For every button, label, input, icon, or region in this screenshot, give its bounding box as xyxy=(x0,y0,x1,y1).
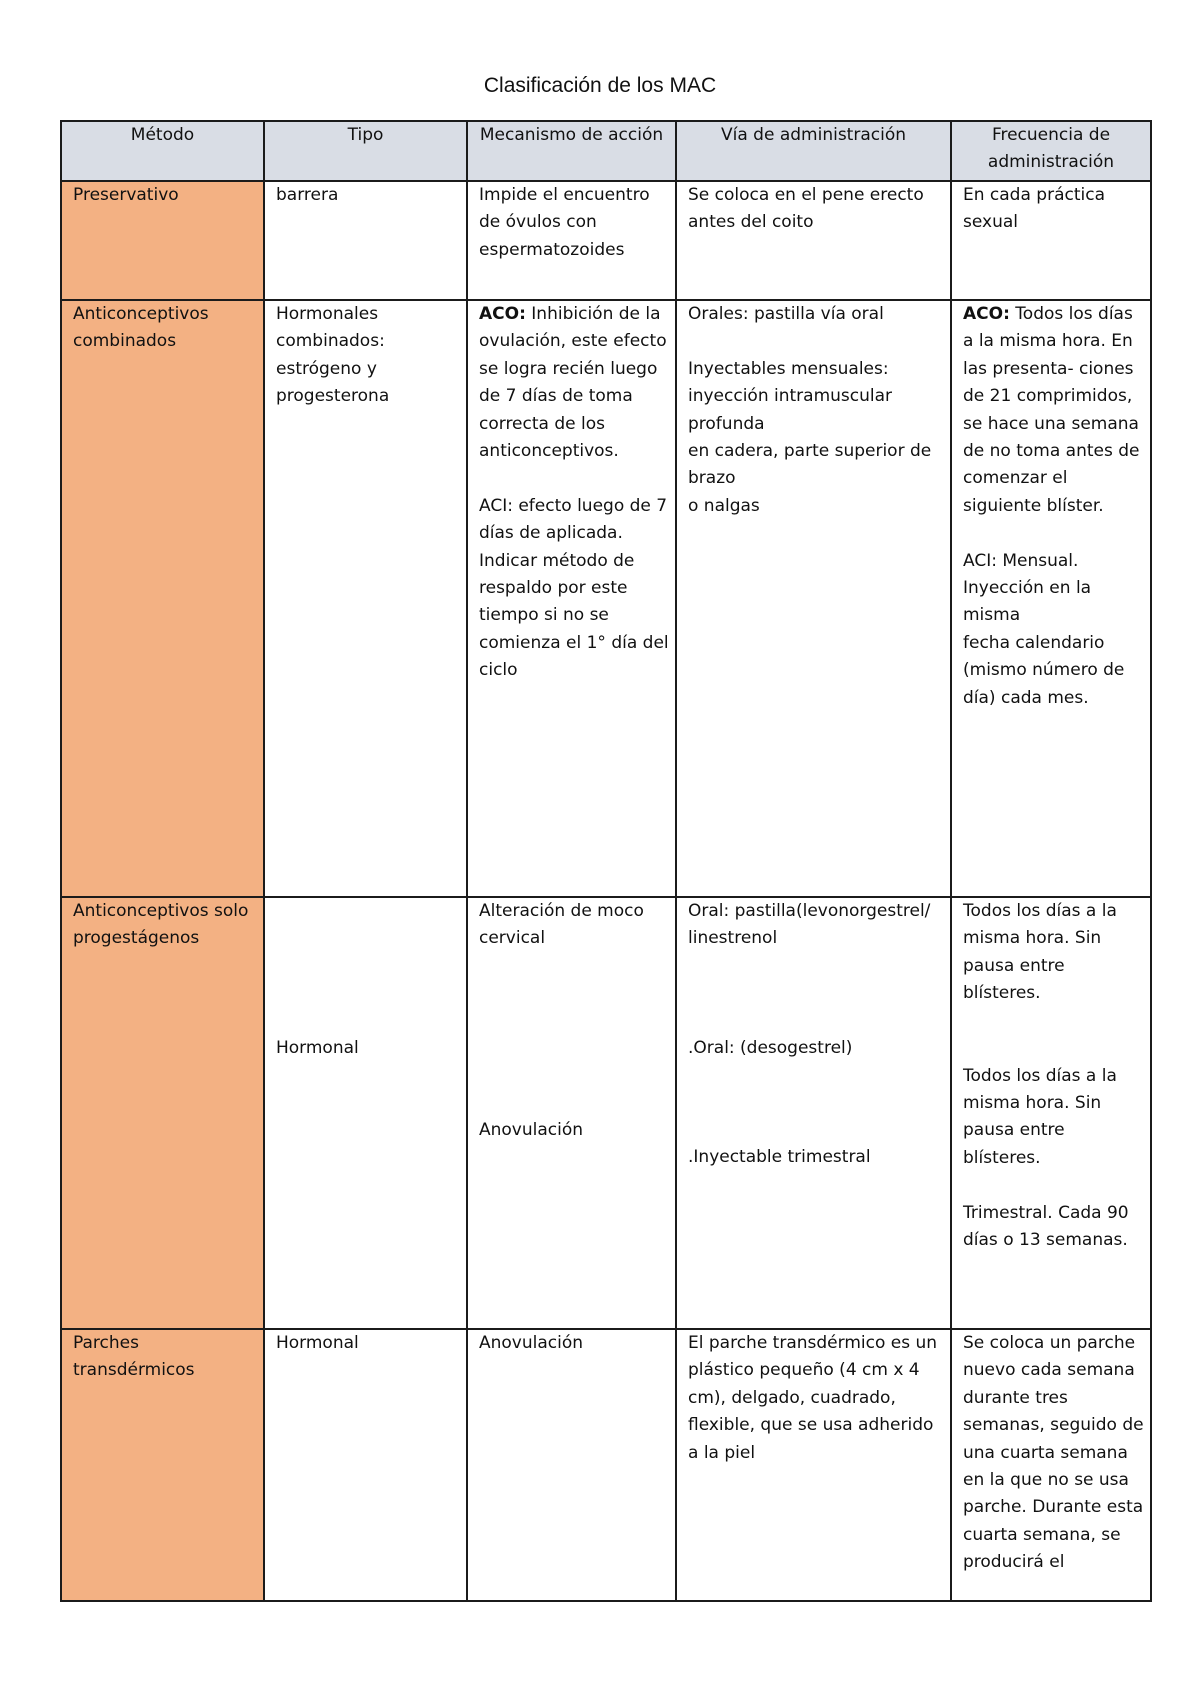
tipo-cell: Hormonales combinados: estrógeno y progesterona xyxy=(264,300,467,897)
table-row xyxy=(61,300,1151,897)
via-cell: Se coloca en el pene erecto antes del coito xyxy=(676,181,951,300)
table-row xyxy=(61,181,1151,300)
frecuencia-cell: Se coloca un parche nuevo cada semana durante tres semanas, seguido de una cuarta semana en la que no se usa parche. Durante esta cuarta semana, se producirá el xyxy=(951,1329,1151,1601)
header-via: Vía de administración xyxy=(676,121,951,181)
via-cell xyxy=(676,897,951,1329)
mecanismo-cell xyxy=(467,897,676,1329)
via-inyectable: .Inyectable trimestral xyxy=(688,1147,871,1168)
via-oral-1: Oral: pastilla(levonorgestrel/ linestrenol xyxy=(688,901,931,949)
header-row xyxy=(61,121,1151,181)
page-title: Clasificación de los MAC xyxy=(483,74,717,97)
table-row xyxy=(61,897,1151,1329)
tipo-hormonal: Hormonal xyxy=(276,1038,359,1058)
via-inyectables-2: en cadera, parte superior de brazo xyxy=(688,441,932,489)
via-oral-2: .Oral: (desogestrel) xyxy=(688,1037,853,1058)
mecanismo-cell: Anovulación xyxy=(467,1329,676,1601)
freq-3: Trimestral. Cada 90 días o 13 semanas. xyxy=(963,1202,1129,1251)
mecanismo-aco xyxy=(479,301,669,356)
via-inyectables-1: Inyectables mensuales: inyección intramuscular profunda xyxy=(688,358,893,434)
freq-aco xyxy=(963,301,1144,520)
header-mecanismo: Mecanismo de acción xyxy=(467,121,676,181)
aco-label: ACO: xyxy=(479,304,526,324)
tipo-cell xyxy=(264,897,467,1329)
frecuencia-cell: En cada práctica sexual xyxy=(951,181,1151,300)
aco-text: Inhibición de la ovulación, este efecto xyxy=(479,304,667,352)
freq-aci-1: ACI: Mensual. Inyección en la misma xyxy=(963,550,1092,626)
metodo-cell: Preservativo xyxy=(61,181,264,300)
header-tipo: Tipo xyxy=(264,121,467,181)
header-metodo: Método xyxy=(61,121,264,181)
header-frecuencia: Frecuencia de administración xyxy=(951,121,1151,181)
mac-table xyxy=(60,120,1152,1602)
table-row xyxy=(61,1329,1151,1601)
metodo-cell: Anticonceptivos combinados xyxy=(61,300,264,897)
mecanismo-aco-2: se logra recién luego de 7 días de toma correcta de los anticonceptivos. xyxy=(479,358,658,462)
via-inyectables-3: o nalgas xyxy=(688,495,760,516)
frecuencia-cell xyxy=(951,897,1151,1329)
mecanismo-moco: Alteración de moco cervical xyxy=(479,901,644,949)
via-cell xyxy=(676,300,951,897)
metodo-cell: Anticonceptivos solo progestágenos xyxy=(61,897,264,1329)
freq-aco-label: ACO: xyxy=(963,304,1010,324)
via-orales: Orales: pastilla vía oral xyxy=(688,304,884,324)
tipo-cell: Hormonal xyxy=(264,1329,467,1601)
tipo-cell: barrera xyxy=(264,181,467,300)
freq-aci-2: fecha calendario (mismo número de día) cada mes. xyxy=(963,632,1125,708)
metodo-cell: Parches transdérmicos xyxy=(61,1329,264,1601)
mecanismo-aci: ACI: efecto luego de 7 días de aplicada. Indicar método de respaldo por este tiempo si no se comienza el 1° día del ciclo xyxy=(479,495,669,681)
via-cell: El parche transdérmico es un plástico pequeño (4 cm x 4 cm), delgado, cuadrado, flexible, que se usa adherido a la piel xyxy=(676,1329,951,1601)
frecuencia-cell xyxy=(951,300,1151,897)
mecanismo-anovulacion: Anovulación xyxy=(479,1119,584,1140)
mecanismo-cell: Impide el encuentro de óvulos con espermatozoides xyxy=(467,181,676,300)
freq-aco-text: Todos los días a la misma hora. En las presenta- ciones de 21 comprimidos, se hace una semana de no toma antes de comenzar el siguiente blíster. xyxy=(963,304,1140,516)
mecanismo-cell xyxy=(467,300,676,897)
freq-2: Todos los días a la misma hora. Sin pausa entre blísteres. xyxy=(963,1065,1117,1168)
freq-1: Todos los días a la misma hora. Sin pausa entre blísteres. xyxy=(963,901,1117,1004)
